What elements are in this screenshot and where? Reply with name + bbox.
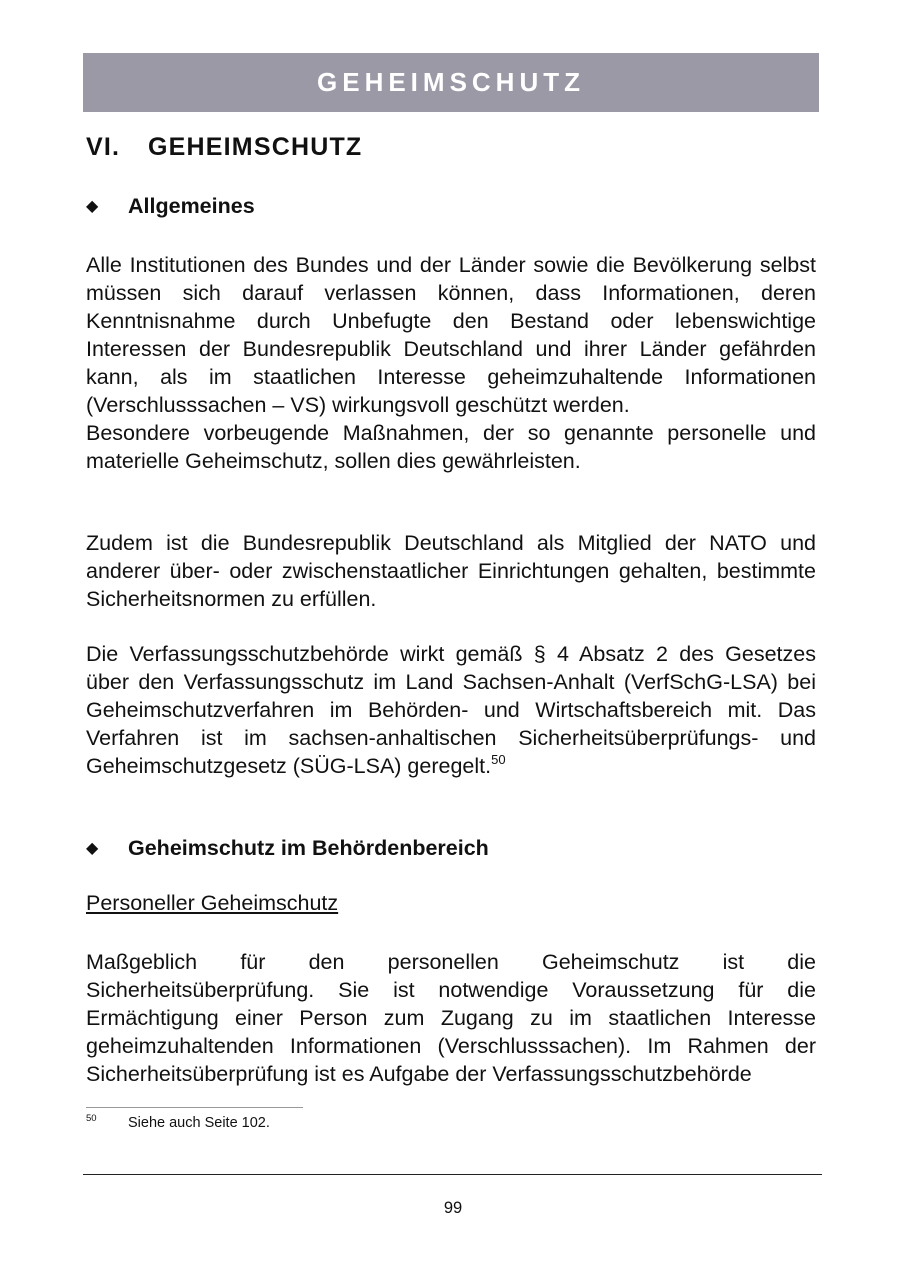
- page-number: 99: [443, 1199, 463, 1217]
- running-header-banner: [83, 53, 819, 112]
- footnote-text: Siehe auch Seite 102.: [128, 1115, 270, 1131]
- subheading-personeller-geheimschutz: Personeller Geheimschutz: [86, 891, 339, 915]
- footnote-number: 50: [86, 1113, 97, 1124]
- chapter-number: VI.: [86, 133, 121, 161]
- paragraph-intro: [86, 251, 816, 475]
- section-heading-text: Geheimschutz im Behördenbereich: [128, 836, 489, 860]
- section-heading-allgemeines: [86, 194, 255, 219]
- chapter-title-text: GEHEIMSCHUTZ: [148, 133, 363, 161]
- diamond-bullet-icon: ◆: [86, 198, 99, 215]
- paragraph-verfassungsschutz: [86, 640, 816, 780]
- paragraph-intro-text: Alle Institutionen des Bundes und der Länder sowie die Bevölkerung selbst müssen sich darauf verlassen können, dass Informationen, deren Kenntnisnahme durch Unbefugte den Bestand oder lebenswichtige Interessen der Bundesrepublik Deutschland und ihrer Länder gefährden kann, als im staatlichen Interesse geheimzuhaltende Informationen (Verschlusssachen – VS) wirkungsvoll geschützt werden.: [86, 253, 816, 417]
- section-heading-text: Allgemeines: [128, 194, 255, 218]
- running-header-title: GEHEIMSCHUTZ: [317, 67, 585, 97]
- section-heading-behoerdenbereich: [86, 836, 489, 861]
- paragraph-verfassungsschutz-text: Die Verfassungsschutzbehörde wirkt gemäß § 4 Absatz 2 des Gesetzes über den Verfassungsschutz im Land Sachsen-Anhalt (VerfSchG-LSA) bei Geheimschutzverfahren im Behörden- und Wirtschaftsbereich mit. Das Verfahren ist im sachsen-anhaltischen Sicherheitsüberprüfungs- und Geheimschutzgesetz (SÜG-LSA) geregelt.: [86, 642, 816, 778]
- page-footer-divider: [83, 1174, 822, 1175]
- footnote-reference[interactable]: 50: [491, 752, 506, 767]
- paragraph-sicherheitsueberpruefung: Maßgeblich für den personellen Geheimschutz ist die Sicherheitsüberprüfung. Sie ist notwendige Voraussetzung für die Ermächtigung einer Person zum Zugang zu im staatlichen Interesse geheimzuhaltenden Informationen (Verschlusssachen). Im Rahmen der Sicherheitsüberprüfung ist es Aufgabe der Verfassungsschutzbehörde: [86, 950, 816, 1086]
- diamond-bullet-icon: ◆: [86, 840, 99, 857]
- paragraph-nato: Zudem ist die Bundesrepublik Deutschland als Mitglied der NATO und anderer über- oder zwischenstaatlicher Einrichtungen gehalten, bestimmte Sicherheitsnormen zu erfüllen.: [86, 531, 816, 611]
- chapter-title: [86, 133, 362, 162]
- paragraph-intro-continuation: Besondere vorbeugende Maßnahmen, der so genannte personelle und materielle Geheimschutz, sollen dies gewährleisten.: [86, 421, 816, 473]
- footnote-divider: [86, 1107, 303, 1108]
- footnote: [86, 1113, 270, 1131]
